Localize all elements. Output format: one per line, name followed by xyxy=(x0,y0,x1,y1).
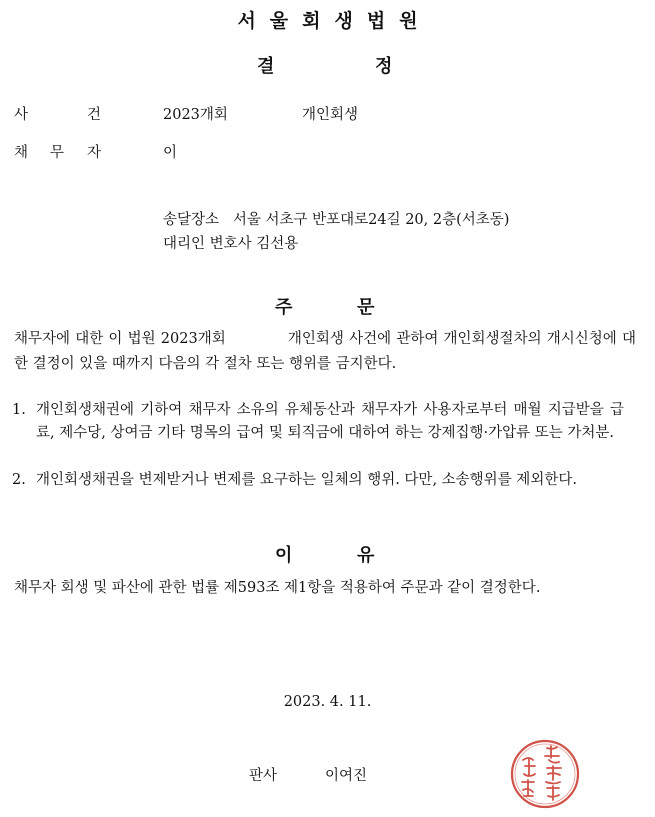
debtor-label-char-1: 채 xyxy=(14,145,29,161)
service-address-line xyxy=(163,208,509,232)
doc-title-right: 정 xyxy=(375,56,393,77)
debtor-label-char-2: 무 xyxy=(50,145,65,161)
order-item xyxy=(12,469,624,492)
agent-name: 김선용 xyxy=(256,236,299,252)
case-number: 2023개회 xyxy=(163,107,228,123)
judge-title: 판사 xyxy=(249,768,278,784)
order-item-text: 개인회생채권에 기하여 채무자 소유의 유체동산과 채무자가 사용자로부터 매월 지급받을 급료, 제수당, 상여금 기타 명목의 급여 및 퇴직금에 대하여 하는 강제집행·가압류 또는 가처분. xyxy=(36,402,624,441)
reason-heading-left: 이 xyxy=(275,545,293,566)
order-item-number: 2. xyxy=(12,472,26,488)
judge-seal-icon xyxy=(509,738,581,810)
case-label-char-1: 사 xyxy=(14,107,29,123)
service-address-label: 송달장소 xyxy=(163,212,220,228)
order-item xyxy=(12,399,624,445)
service-address: 서울 서초구 반포대로24길 20, 2층(서초동) xyxy=(232,212,510,228)
order-heading-right: 문 xyxy=(357,297,375,318)
court-name: 서울회생법원 xyxy=(237,10,432,32)
agent-label: 대리인 변호사 xyxy=(163,236,252,252)
debtor-name: 이 xyxy=(163,145,178,161)
judge-name: 이여진 xyxy=(325,768,368,784)
case-label-char-2: 건 xyxy=(87,107,102,123)
order-item-text: 개인회생채권을 변제받거나 변제를 요구하는 일체의 행위. 다만, 소송행위를 제외한다. xyxy=(36,472,577,488)
service-agent-line xyxy=(163,232,298,256)
doc-title-left: 결 xyxy=(257,56,275,77)
reason-heading-right: 유 xyxy=(357,545,375,566)
debtor-label-char-3: 자 xyxy=(87,145,102,161)
order-heading-left: 주 xyxy=(275,297,293,318)
case-type: 개인회생 xyxy=(302,107,359,123)
reason-text: 채무자 회생 및 파산에 관한 법률 제593조 제1항을 적용하여 주문과 같이 결정한다. xyxy=(14,580,541,596)
order-intro: 채무자에 대한 이 법원 2023개회 개인회생 사건에 관하여 개인회생절차의 개시신청에 대한 결정이 있을 때까지 다음의 각 절차 또는 행위를 금지한다. xyxy=(14,331,636,372)
decision-date: 2023. 4. 11. xyxy=(283,694,372,710)
order-item-number: 1. xyxy=(12,402,26,418)
